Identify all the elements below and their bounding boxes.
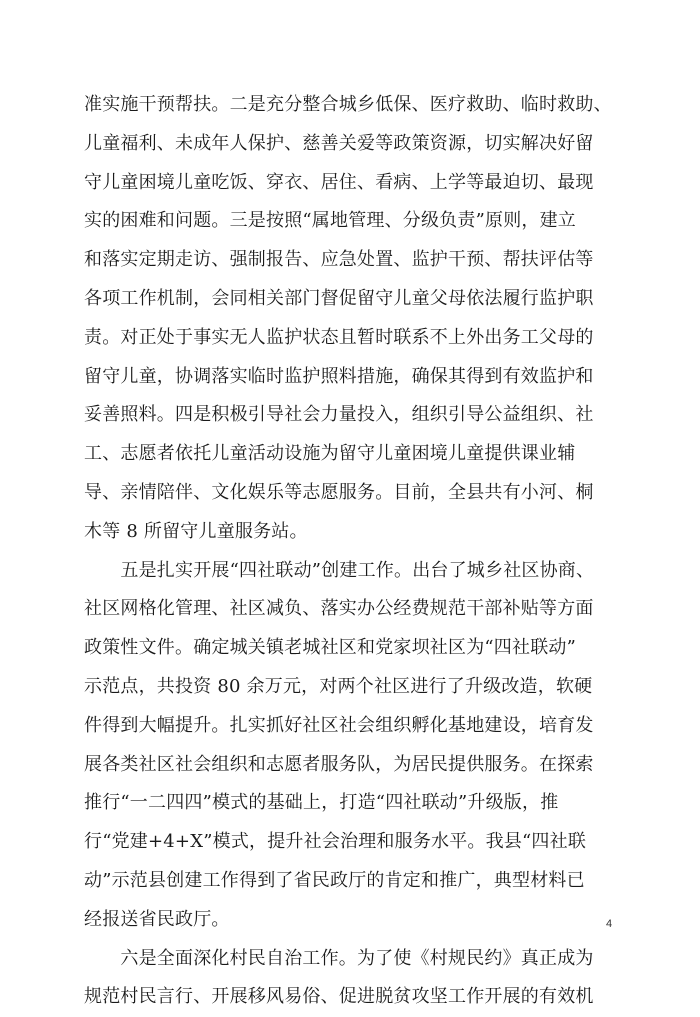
text-line: 六是全面深化村民自治工作。为了使《村规民约》真正成为 (84, 947, 594, 969)
text-line: 木等 8 所留守儿童服务站。 (84, 520, 308, 542)
text-line: 准实施干预帮扶。二是充分整合城乡低保、医疗救助、临时救助、 (84, 94, 612, 115)
text-line: 政策性文件。确定城关镇老城社区和党家坝社区为“四社联动” (84, 637, 577, 659)
text-line: 导、亲情陪伴、文化娱乐等志愿服务。目前，全县共有小河、桐 (84, 481, 594, 503)
text-line: 工、志愿者依托儿童活动设施为留守儿童困境儿童提供课业辅 (84, 443, 576, 465)
text-line: 件得到大幅提升。扎实抓好社区社会组织孵化基地建设，培育发 (84, 714, 594, 736)
text-line: 五是扎实开展“四社联动”创建工作。出台了城乡社区协商、 (84, 559, 595, 581)
text-line: 行“党建+4+X”模式，提升社会治理和服务水平。我县“四社联 (84, 831, 587, 853)
text-line: 社区网格化管理、社区减负、落实办公经费规范干部补贴等方面 (84, 598, 594, 620)
page-number: 4 (606, 918, 613, 930)
text-line: 示范点，共投资 80 余万元，对两个社区进行了升级改造，软硬 (84, 675, 593, 697)
body-text (84, 86, 624, 1017)
text-line: 责。对正处于事实无人监护状态且暂时联系不上外出务工父母的 (84, 326, 594, 348)
text-line: 留守儿童，协调落实临时监护照料措施，确保其得到有效监护和 (84, 365, 594, 387)
text-line: 规范村民言行、开展移风易俗、促进脱贫攻坚工作开展的有效机 (84, 986, 594, 1008)
text-line: 展各类社区社会组织和志愿者服务队，为居民提供服务。在探索 (84, 753, 594, 775)
text-line: 儿童福利、未成年人保护、慈善关爱等政策资源，切实解决好留 (84, 132, 594, 154)
text-line: 各项工作机制，会同相关部门督促留守儿童父母依法履行监护职 (84, 287, 594, 309)
text-line: 妥善照料。四是积极引导社会力量投入，组织引导公益组织、社 (84, 404, 594, 426)
text-line: 守儿童困境儿童吃饭、穿衣、居住、看病、上学等最迫切、最现 (84, 171, 594, 193)
text-line: 和落实定期走访、强制报告、应急处置、监护干预、帮扶评估等 (84, 249, 594, 271)
text-line: 实的困难和问题。三是按照“属地管理、分级负责”原则，建立 (84, 210, 577, 232)
text-line: 经报送省民政厅。 (84, 908, 230, 930)
text-line: 推行“一二四四”模式的基础上，打造“四社联动”升级版，推 (84, 792, 559, 814)
text-line: 动”示范县创建工作得到了省民政厅的肯定和推广，典型材料已 (84, 869, 585, 891)
